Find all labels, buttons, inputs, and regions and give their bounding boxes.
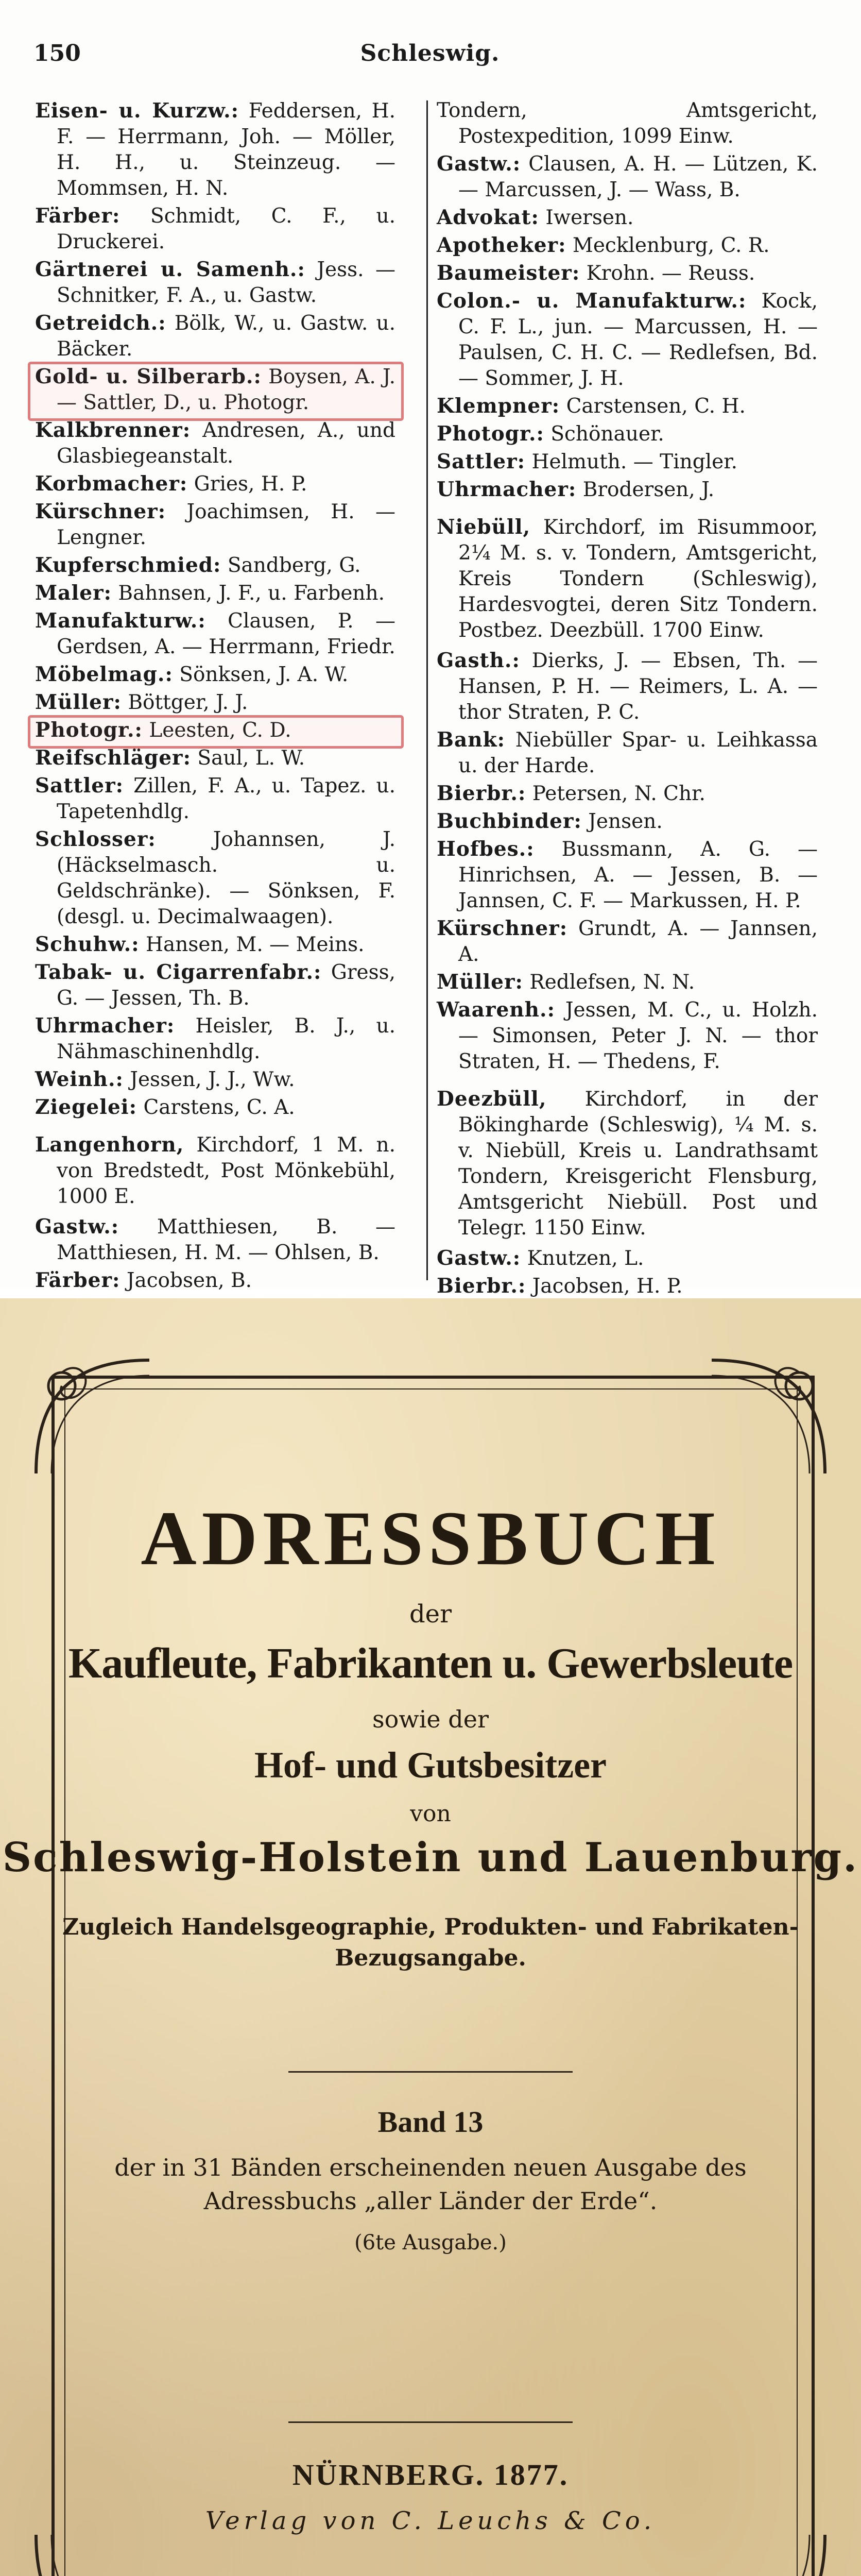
directory-entry [437,1245,818,1272]
trade-label: Buchbinder: [437,809,582,833]
place-entry [437,1086,818,1241]
entry-names: Schmidt, C. F., u. Druckerei. [57,205,395,253]
entry-names: Heisler, B. J., u. Nähmaschinenhdlg. [57,1014,395,1063]
trade-label: Müller: [35,690,122,714]
divider-rule [288,2421,573,2423]
entry-names: Hansen, M. — Meins. [146,933,365,956]
trade-label: Kupferschmied: [35,553,221,577]
edition-description-2: Adressbuchs „aller Länder der Erde“. [203,2187,658,2215]
directory-entry [35,959,395,1011]
trade-label: Weinh.: [35,1067,124,1091]
trade-label: Klempner: [437,394,560,418]
directory-entry [35,773,395,825]
entry-names: Sönksen, J. A. W. [179,663,349,686]
directory-entry [35,689,395,716]
entry-names: Leesten, C. D. [149,719,291,742]
place-name: Langenhorn, [35,1133,184,1157]
title-line-region: Schleswig-Holstein und Lauenburg. [2,1834,859,1881]
directory-entry [437,781,818,807]
entry-names: Joachimsen, H. — Lengner. [57,500,395,549]
entry-names: Gries, H. P. [194,472,307,496]
trade-label: Apotheker: [437,233,566,257]
trade-label: Photogr.: [35,718,143,742]
entry-names: Bahnsen, J. F., u. Farbenh. [118,582,385,605]
place-entry [437,514,818,643]
entry-names: Knutzen, L. [527,1247,644,1270]
entry-names: Clausen, P. — Gerdsen, A. — Herrmann, Friedr. [57,609,395,658]
trade-label: Colon.- u. Manufakturw.: [437,289,747,313]
trade-label: Bierbr.: [437,782,526,805]
trade-label: Manufakturw.: [35,609,206,633]
directory-entry [35,98,395,201]
directory-entry [437,260,818,286]
trade-label: Bank: [437,728,506,752]
volume-label: Band 13 [377,2105,484,2139]
entry-names: Brodersen, J. [582,478,715,501]
entry-names: Bussmann, A. G. — Hinrichsen, A. — Jessen, B. — Jannsen, C. F. — Markussen, H. P. [458,838,818,912]
entry-names: Carstensen, C. H. [566,395,746,418]
entry-names: Niebüller Spar- u. Leihkassa u. der Harde. [458,728,818,777]
trade-label: Hofbes.: [437,837,535,861]
entry-names: Johannsen, J. (Häckselmasch. u. Geldschränke). — Sönksen, F. (desgl. u. Decimalwaagen). [57,828,395,928]
directory-entry [35,745,395,771]
corner-ornament-icon [31,2530,154,2576]
entry-names: Jess. — Schnitker, F. A., u. Gastw. [57,258,395,307]
place-description: Kirchdorf, im Risummoor, 2¼ M. s. v. Tondern, Amtsgericht, Kreis Tondern (Schleswig), Hardesvogtei, deren Sitz Tondern. Postbez. Deezbüll. 1700 Einw. [458,516,818,642]
entry-names: Jensen. [588,810,663,833]
directory-entry [437,421,818,447]
directory-entry [437,727,818,779]
trade-label: Färber: [35,1268,120,1292]
edition-number: (6te Ausgabe.) [354,2231,507,2255]
directory-entry [35,1013,395,1065]
corner-ornament-icon [707,1355,830,1479]
trade-label: Baumeister: [437,261,580,285]
trade-label: Kalkbrenner: [35,418,191,442]
trade-label: Färber: [35,204,120,228]
directory-entry [35,417,395,469]
running-title: Schleswig. [360,40,500,66]
place-continuation: Tondern, Amtsgericht, Postexpedition, 1099 Einw. [437,99,818,148]
directory-entry [437,916,818,968]
entry-names: Bölk, W., u. Gastw. u. Bäcker. [57,312,395,361]
page-header [33,40,826,76]
trade-label: Gold- u. Silberarb.: [35,365,262,388]
trade-label: Advokat: [437,206,539,229]
entry-names: Jacobsen, H. P. [532,1275,683,1298]
entry-names: Sandberg, G. [227,554,361,577]
directory-entry [35,826,395,930]
trade-label: Photogr.: [437,422,544,446]
entry-names: Andresen, A., und Glasbiegeanstalt. [57,419,395,468]
trade-label: Sattler: [437,450,526,473]
publisher: Verlag von C. Leuchs & Co. [205,2506,656,2535]
entry-names: Jessen, J. J., Ww. [130,1068,295,1091]
highlight-box-gold-silver [28,362,404,421]
directory-entry [35,203,395,255]
directory-entry [35,1066,395,1093]
trade-label: Kürschner: [437,917,568,940]
directory-entry [35,499,395,551]
corner-ornament-icon [707,2530,830,2576]
trade-label: Schlosser: [35,827,156,851]
directory-entry [437,969,818,995]
place-and-year: NÜRNBERG. 1877. [292,2458,569,2492]
trade-label: Maler: [35,581,112,605]
directory-entry [437,997,818,1075]
entry-names: Feddersen, H. F. — Herrmann, Joh. — Möller, H. H., u. Steinzeug. — Mommsen, H. N. [57,99,396,200]
entry-names: Carstens, C. A. [143,1096,295,1119]
directory-entry [35,1094,395,1121]
directory-entry [437,393,818,419]
title-line-sowie: sowie der [372,1705,489,1733]
trade-label: Uhrmacher: [437,478,577,501]
trade-label: Getreidch.: [35,311,166,335]
entry-names: Helmuth. — Tingler. [531,450,737,473]
trade-label: Korbmacher: [35,472,188,496]
directory-entry [437,836,818,914]
directory-entry [437,288,818,392]
entry-names: Kock, C. F. L., jun. — Marcussen, H. — Paulsen, C. H. C. — Redlefsen, Bd. — Sommer, J. H. [458,290,818,390]
directory-entry [437,205,818,231]
trade-label: Eisen- u. Kurzw.: [35,99,239,123]
entry-names: Matthiesen, B. — Matthiesen, H. M. — Ohlsen, B. [57,1215,395,1264]
title-page [0,1298,861,2576]
entry-names: Saul, L. W. [197,747,305,770]
place-name: Niebüll, [437,515,531,539]
directory-entry [35,552,395,579]
divider-rule [288,2071,573,2073]
subtitle-line-2: Bezugsangabe. [335,1945,526,1971]
trade-label: Waarenh.: [437,998,555,1022]
entry-names: Petersen, N. Chr. [532,782,705,805]
title-line-hof: Hof- und Gutsbesitzer [254,1744,607,1786]
trade-label: Schuhw.: [35,933,140,956]
trade-label: Sattler: [35,774,124,798]
trade-label: Uhrmacher: [35,1014,175,1038]
entry-names: Jacobsen, B. [126,1269,252,1292]
entry-names: Böttger, J. J. [128,691,248,714]
corner-ornament-icon [31,1355,154,1479]
subtitle-line-1: Zugleich Handelsgeographie, Produkten- und Fabrikaten- [62,1914,799,1940]
book-title: ADRESSBUCH [141,1496,720,1581]
directory-entry [35,1267,395,1294]
place-description: Kirchdorf, in der Bökingharde (Schleswig), ¼ M. s. v. Niebüll, Kreis u. Landrathsamt Tondern, Kreisgericht Flensburg, Amtsgericht Niebüll. Post und Telegr. 1150 Einw. [458,1088,818,1240]
entry-names: Zillen, F. A., u. Tapez. u. Tapetenhdlg. [57,774,395,823]
place-name: Deezbüll, [437,1087,547,1111]
title-line-kaufleute: Kaufleute, Fabrikanten u. Gewerbsleute [68,1639,793,1687]
trade-label: Bierbr.: [437,1274,526,1298]
directory-entry [35,662,395,688]
entry-names: Mecklenburg, C. R. [572,234,770,257]
edition-description-1: der in 31 Bänden erscheinenden neuen Ausgabe des [114,2154,747,2181]
highlight-box-photographer [28,715,404,749]
directory-entry [437,232,818,259]
place-entry [35,1132,395,1210]
directory-entry [437,648,818,725]
trade-label: Gasth.: [437,649,520,672]
directory-entry [437,477,818,503]
directory-entry [437,808,818,835]
trade-label: Ziegelei: [35,1095,137,1119]
entry-names: Grundt, A. — Jannsen, A. [458,917,818,966]
trade-label: Gastw.: [437,152,521,176]
entry-names: Jessen, M. C., u. Holzh. — Simonsen, Peter J. N. — thor Straten, H. — Thedens, F. [458,998,818,1073]
trade-label: Müller: [437,970,523,994]
entry-names: Boysen, A. J. — Sattler, D., u. Photogr. [57,365,396,414]
trade-label: Reifschläger: [35,746,191,770]
directory-entry [35,471,395,497]
entry-names: Schönauer. [550,422,664,446]
directory-entry [35,580,395,606]
directory-entry [35,931,395,958]
directory-entry [437,1273,818,1299]
entry-names: Dierks, J. — Ebsen, Th. — Hansen, P. H. — Reimers, L. A. — thor Straten, P. C. [458,649,818,724]
trade-label: Gastw.: [437,1246,521,1270]
place-description: Kirchdorf, 1 M. n. von Bredstedt, Post Mönkebühl, 1000 E. [57,1133,395,1208]
directory-entry [35,257,395,309]
directory-entry [35,608,395,660]
directory-entry [35,1214,395,1266]
title-line-von: von [410,1801,451,1827]
left-column [35,98,395,1443]
entry-names: Redlefsen, N. N. [529,971,695,994]
title-line-der: der [409,1600,452,1629]
trade-label: Kürschner: [35,500,166,523]
entry-names: Clausen, A. H. — Lützen, K. — Marcussen, J. — Wass, B. [458,152,818,201]
directory-entry [437,449,818,475]
page-number: 150 [33,40,81,66]
entry-names: Iwersen. [545,206,634,229]
directory-entry [437,151,818,203]
trade-label: Möbelmag.: [35,663,173,686]
directory-entry [35,310,395,362]
column-divider [426,100,428,1280]
right-column [437,98,818,1354]
trade-label: Gärtnerei u. Samenh.: [35,258,305,281]
trade-label: Tabak- u. Cigarrenfabr.: [35,960,322,984]
entry-names: Gress, G. — Jessen, Th. B. [57,961,395,1010]
trade-label: Gastw.: [35,1215,119,1239]
entry-names: Krohn. — Reuss. [586,262,755,285]
